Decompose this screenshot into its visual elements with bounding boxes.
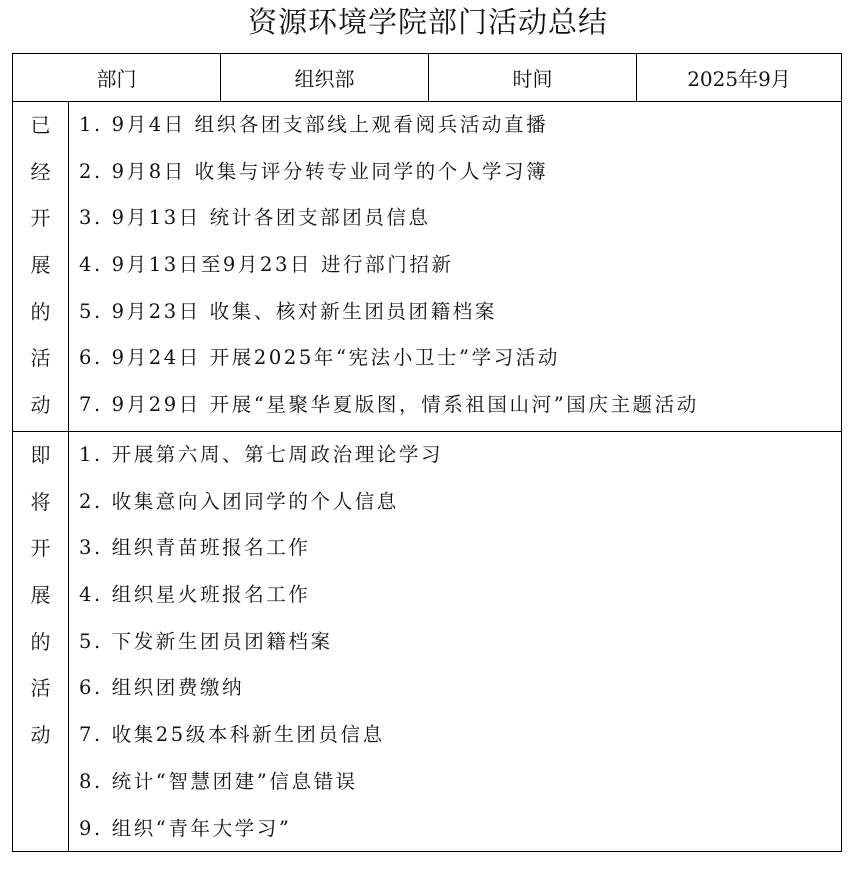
label-char: 将 bbox=[30, 489, 51, 514]
time-label: 时间 bbox=[428, 54, 636, 101]
list-item: 6. 组织团费缴纳 bbox=[79, 676, 245, 700]
completed-section-label bbox=[13, 102, 69, 431]
label-char: 已 bbox=[30, 113, 51, 137]
label-char: 开 bbox=[30, 206, 51, 231]
list-item: 3. 9月13日 统计各团支部团员信息 bbox=[79, 206, 431, 230]
label-char: 经 bbox=[30, 159, 51, 184]
list-item: 4. 9月13日至9月23日 进行部门招新 bbox=[79, 253, 454, 277]
list-item: 6. 9月24日 开展2025年“宪法小卫士”学习活动 bbox=[79, 346, 560, 370]
list-item: 8. 统计“智慧团建”信息错误 bbox=[79, 769, 358, 793]
list-item: 4. 组织星火班报名工作 bbox=[79, 583, 311, 607]
document-title: 资源环境学院部门活动总结 bbox=[247, 5, 608, 39]
label-char: 展 bbox=[30, 583, 51, 608]
list-item: 9. 组织“青年大学习” bbox=[79, 816, 292, 840]
dept-value: 组织部 bbox=[220, 54, 428, 101]
label-char: 的 bbox=[30, 629, 51, 654]
list-item: 5. 下发新生团员团籍档案 bbox=[79, 629, 333, 653]
table-header-row bbox=[13, 54, 841, 102]
list-item: 7. 9月29日 开展“星聚华夏版图，情系祖国山河”国庆主题活动 bbox=[79, 393, 699, 417]
dept-label: 部门 bbox=[96, 67, 137, 91]
list-item: 1. 9月4日 组织各团支部线上观看阅兵活动直播 bbox=[79, 113, 549, 136]
label-char: 开 bbox=[30, 536, 51, 561]
label-char: 活 bbox=[30, 676, 51, 701]
label-char: 即 bbox=[30, 443, 51, 467]
list-item: 2. 9月8日 收集与评分转专业同学的个人学习簿 bbox=[79, 159, 549, 183]
summary-table bbox=[12, 53, 842, 852]
label-char: 活 bbox=[30, 346, 51, 371]
list-item: 7. 收集25级本科新生团员信息 bbox=[79, 723, 385, 747]
upcoming-activities-section bbox=[13, 432, 841, 852]
list-item: 5. 9月23日 收集、核对新生团员团籍档案 bbox=[79, 299, 497, 323]
label-char: 动 bbox=[30, 723, 51, 748]
label-char: 动 bbox=[30, 393, 51, 418]
list-item: 3. 组织青苗班报名工作 bbox=[79, 536, 311, 560]
time-value: 2025年9月 bbox=[636, 54, 841, 101]
label-char: 展 bbox=[30, 253, 51, 278]
completed-activity-list bbox=[69, 102, 841, 429]
list-item: 2. 收集意向入团同学的个人信息 bbox=[79, 489, 399, 513]
label-char: 的 bbox=[30, 299, 51, 324]
upcoming-activity-list bbox=[69, 432, 841, 852]
upcoming-section-label bbox=[13, 432, 69, 852]
completed-activities-section bbox=[13, 102, 841, 432]
list-item: 1. 开展第六周、第七周政治理论学习 bbox=[79, 443, 444, 466]
